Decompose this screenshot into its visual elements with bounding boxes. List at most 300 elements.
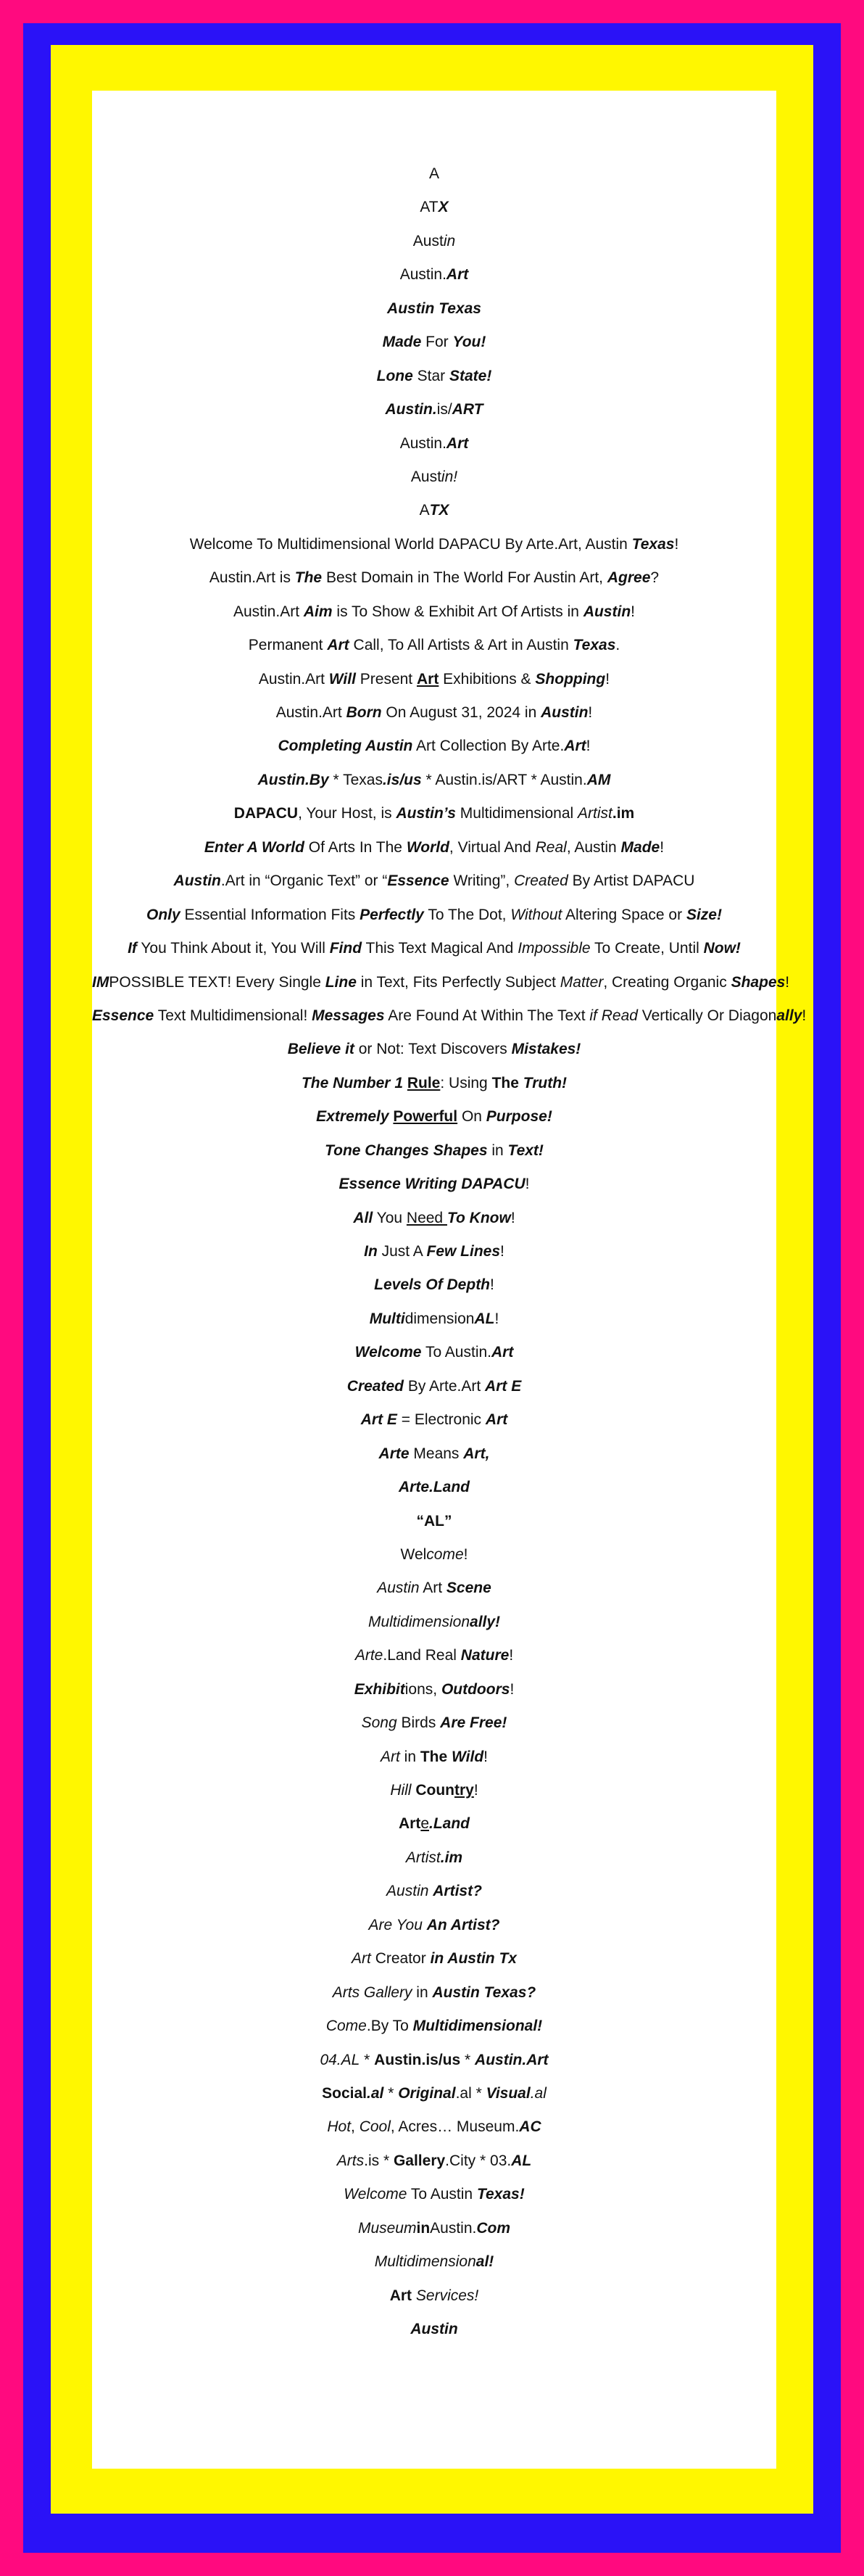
text-run: .al — [530, 2084, 547, 2102]
text-run: To The Dot, — [423, 906, 511, 923]
text-run: Arte — [354, 1647, 383, 1664]
text-run: ! — [510, 1680, 515, 1698]
text-run: In — [364, 1243, 378, 1260]
text-run: Multidimension — [367, 1613, 470, 1630]
text-run: ally! — [470, 1613, 501, 1630]
text-run: = Electronic — [396, 1411, 486, 1429]
text-line — [92, 1033, 776, 1066]
text-line — [92, 1202, 776, 1235]
text-run: Art E — [360, 1411, 397, 1429]
text-run: Scene — [446, 1580, 491, 1597]
text-line — [92, 999, 807, 1033]
text-run: if Read — [589, 1007, 638, 1024]
text-run: Art — [398, 1815, 421, 1833]
text-run: Writing”, — [449, 872, 515, 890]
text-run: Essential Information Fits — [180, 906, 360, 923]
text-run: Created — [514, 872, 568, 890]
text-run: .al * — [455, 2084, 486, 2102]
text-run: For — [421, 334, 453, 351]
text-run: Austin.Art — [258, 670, 329, 688]
text-run: Essence — [387, 872, 449, 890]
text-line — [92, 494, 776, 527]
text-line — [92, 1606, 776, 1639]
text-run: Cool — [359, 2118, 391, 2136]
text-line — [92, 292, 776, 326]
text-run: Austin — [377, 1580, 420, 1597]
text-run: Welcome — [344, 2186, 407, 2203]
text-line — [92, 1841, 776, 1875]
text-run: AL — [474, 1310, 495, 1327]
text-run: Created — [346, 1377, 404, 1395]
text-run: This Text Magical And — [362, 940, 518, 957]
text-run: Star — [412, 367, 449, 384]
text-run: Visual — [486, 2084, 531, 2102]
text-run: , Acres… Museum. — [390, 2118, 520, 2136]
text-run: Come — [325, 2018, 367, 2035]
text-run: Texas! — [476, 2186, 525, 2203]
text-lines — [92, 157, 807, 2346]
text-run: * Texas — [328, 771, 383, 788]
text-run: ! — [483, 1748, 489, 1765]
text-run: Art — [564, 738, 586, 755]
text-run: Rule — [407, 1074, 441, 1091]
text-run: ! — [463, 1545, 468, 1563]
text-line — [92, 899, 776, 932]
text-run: Austin — [541, 704, 589, 721]
text-run: Artist — [405, 1849, 441, 1866]
text-run: Essence — [92, 1007, 154, 1024]
text-run: Are Found At Within The Text — [384, 1007, 590, 1024]
text-line — [92, 2178, 776, 2211]
text-run: Perfectly — [360, 906, 424, 923]
text-run: Welcome — [354, 1344, 422, 1361]
text-line — [92, 764, 776, 797]
text-run: Austin.is/us — [374, 2051, 461, 2068]
text-run: ! — [588, 704, 593, 721]
text-run: Aust — [412, 232, 444, 249]
text-run: * — [383, 2084, 399, 2102]
text-run: .Art in “Organic Text” or “ — [220, 872, 388, 890]
text-run: You Think About it, You Will — [136, 940, 330, 957]
text-run: Austin — [410, 2321, 458, 2337]
text-line — [92, 2144, 776, 2178]
text-run: in! — [441, 468, 458, 485]
text-run: Wel — [400, 1545, 427, 1563]
text-run: Wild — [452, 1748, 484, 1765]
text-run: World — [406, 838, 449, 856]
text-line — [92, 1268, 776, 1302]
text-run: .Land Real — [383, 1647, 461, 1664]
text-run: Austin — [386, 1883, 429, 1900]
text-run: Altering Space or — [562, 906, 686, 923]
text-run: .Land — [429, 1815, 470, 1833]
text-run: Made — [382, 334, 422, 351]
text-run: Lone — [376, 367, 413, 384]
text-run: Text! — [507, 1142, 544, 1159]
text-line — [92, 528, 776, 561]
text-run: “AL” — [416, 1512, 452, 1530]
text-line — [92, 864, 776, 898]
text-run: , Creating Organic — [603, 973, 731, 991]
text-run: A — [428, 165, 439, 182]
text-run: Shopping — [535, 670, 606, 688]
text-run: in Text, Fits Perfectly Subject — [356, 973, 560, 991]
text-run: in — [399, 1748, 420, 1765]
text-line — [92, 561, 776, 595]
text-line — [92, 1336, 776, 1369]
text-run: .By To — [366, 2018, 413, 2035]
text-run: : Using — [440, 1074, 492, 1091]
text-line — [92, 2010, 776, 2043]
text-run: ally — [776, 1007, 802, 1024]
text-line — [92, 326, 776, 359]
text-line — [92, 730, 776, 763]
text-run: AC — [519, 2118, 541, 2136]
text-run: Austin. — [385, 401, 437, 418]
text-run: Art — [446, 434, 469, 452]
text-run: Tone Changes Shapes — [325, 1142, 488, 1159]
text-line — [92, 1807, 776, 1841]
text-run: Austin.Art — [475, 2051, 549, 2068]
text-run: Austin.Art is — [209, 569, 295, 587]
text-run: Of Arts In The — [304, 838, 407, 856]
text-line — [92, 1673, 776, 1706]
text-run: Texas — [631, 535, 675, 553]
text-run: Song — [361, 1714, 397, 1732]
text-run: Hill — [390, 1782, 412, 1799]
text-run: Agree — [607, 569, 651, 587]
text-line — [92, 427, 776, 461]
text-run: Original — [398, 2084, 456, 2102]
text-line — [92, 1976, 776, 2010]
text-run: ! — [473, 1782, 478, 1799]
text-run: Are You — [368, 1916, 423, 1933]
text-run: Mistakes! — [511, 1041, 581, 1058]
text-run: You! — [452, 334, 486, 351]
text-line — [92, 1942, 776, 1976]
text-run: Multidimensional — [455, 805, 578, 822]
text-line — [92, 1100, 776, 1134]
text-run: come — [426, 1545, 464, 1563]
text-run: Present — [355, 670, 417, 688]
text-run: AL — [511, 2152, 532, 2169]
text-run: ! — [674, 535, 679, 553]
text-line — [92, 2077, 776, 2110]
text-run: in — [416, 2219, 431, 2237]
text-run: Art — [327, 637, 349, 654]
text-run: Without — [510, 906, 562, 923]
text-line — [92, 966, 790, 999]
text-run: On August 31, 2024 in — [381, 704, 541, 721]
text-run: dimension — [404, 1310, 475, 1327]
text-line — [92, 1403, 776, 1437]
text-run: ART — [452, 401, 483, 418]
text-run: Art — [416, 670, 439, 688]
text-run: Art, — [463, 1445, 490, 1462]
text-run: To Austin. — [421, 1344, 491, 1361]
text-run: ! — [509, 1647, 514, 1664]
text-run: Text Multidimensional! — [154, 1007, 312, 1024]
text-run: Austin.By — [257, 771, 329, 788]
text-run: By Artist DAPACU — [568, 872, 695, 890]
text-run: Arts — [336, 2152, 365, 2169]
text-run: Made — [620, 838, 660, 856]
text-run: AT — [420, 199, 439, 216]
text-run: Matter — [560, 973, 604, 991]
text-line — [92, 1774, 776, 1807]
text-run: On — [457, 1108, 486, 1126]
text-run: Art — [419, 1580, 446, 1597]
text-line — [92, 595, 776, 629]
text-line — [92, 157, 776, 191]
text-run: Born — [346, 704, 382, 721]
text-run: Multidimensional! — [412, 2018, 543, 2035]
text-run: An Artist? — [426, 1916, 500, 1933]
text-run: ! — [802, 1007, 807, 1024]
text-run: Are Free! — [440, 1714, 507, 1732]
text-run: Means — [409, 1445, 464, 1462]
text-run: Exhibit — [354, 1680, 405, 1698]
text-line — [92, 2212, 776, 2245]
text-run: If — [128, 940, 137, 957]
text-run: .al — [367, 2084, 384, 2102]
text-run: ! — [586, 738, 591, 755]
text-run: Austin. — [430, 2219, 477, 2237]
text-line — [92, 1370, 776, 1403]
text-run: Art — [380, 1748, 400, 1765]
text-run: .im — [440, 1849, 463, 1866]
text-run: Austin’s — [396, 805, 456, 822]
text-line — [92, 1067, 776, 1100]
text-run: Austin Texas? — [432, 1983, 536, 2001]
text-run: Purpose! — [486, 1108, 552, 1126]
text-run: State! — [449, 367, 492, 384]
text-run: By Arte.Art — [403, 1377, 486, 1395]
text-line — [92, 1134, 776, 1168]
text-line — [92, 797, 776, 830]
text-run: .City * 03. — [445, 2152, 512, 2169]
text-run: Just A — [377, 1243, 427, 1260]
text-run: Austin.Art — [275, 704, 346, 721]
text-run: AM — [586, 771, 611, 788]
text-run: Aust — [410, 468, 441, 485]
text-run: al! — [475, 2253, 494, 2271]
text-line — [92, 191, 776, 224]
text-line — [92, 629, 776, 662]
text-run: A — [419, 502, 430, 519]
text-run: Social — [322, 2084, 367, 2102]
text-run: * Austin.is/ART * Austin. — [421, 771, 587, 788]
text-run: in Austin Tx — [430, 1950, 517, 1968]
text-run: Creator — [370, 1950, 431, 1968]
text-run: Exhibitions & — [439, 670, 536, 688]
text-run: Arte.Land — [398, 1479, 470, 1496]
text-run: Art — [352, 1950, 371, 1968]
text-run: e — [420, 1815, 430, 1833]
text-line — [92, 2245, 776, 2279]
text-run: Multidimension — [374, 2253, 476, 2271]
text-run: , Your Host, is — [298, 805, 396, 822]
text-run: Services! — [415, 2287, 479, 2304]
text-run: Texas — [573, 637, 616, 654]
text-run: , Austin — [566, 838, 621, 856]
text-line — [92, 225, 776, 258]
text-run: Art — [491, 1344, 514, 1361]
text-line — [92, 1471, 776, 1504]
text-run: TX — [429, 502, 449, 519]
text-run: Impossible — [518, 940, 591, 957]
text-run: Museum — [357, 2219, 417, 2237]
text-run: Completing Austin — [278, 738, 413, 755]
text-run: Messages — [312, 1007, 385, 1024]
text-line — [92, 1168, 776, 1201]
text-run: .is/us — [382, 771, 422, 788]
text-run: Shapes — [731, 973, 786, 991]
text-run: ! — [785, 973, 790, 991]
text-run: Art E — [485, 1377, 522, 1395]
text-run: Few Lines — [426, 1243, 501, 1260]
text-line — [92, 1437, 776, 1471]
text-line — [92, 360, 776, 393]
text-run: ! — [490, 1276, 494, 1294]
text-line — [92, 461, 776, 494]
text-run: To Create, Until — [590, 940, 704, 957]
text-run: Coun — [415, 1782, 454, 1799]
text-run: Austin Texas — [387, 300, 481, 317]
text-run: Powerful — [393, 1108, 458, 1126]
text-run: ions, — [404, 1680, 441, 1698]
text-line — [92, 1909, 776, 1942]
text-run: * — [460, 2051, 475, 2068]
text-run: Hot — [327, 2118, 352, 2136]
text-run: Line — [325, 973, 357, 991]
text-run: Artist? — [433, 1883, 482, 1900]
text-run: Birds — [396, 1714, 441, 1732]
text-run: Levels Of Depth — [374, 1276, 491, 1294]
text-run: Outdoors — [441, 1680, 510, 1698]
text-run: is To Show & Exhibit Art Of Artists in — [332, 603, 583, 620]
text-run: ! — [525, 1176, 530, 1193]
text-line — [92, 393, 776, 426]
text-run: Arts Gallery — [332, 1983, 412, 2001]
text-run: Arte — [378, 1445, 410, 1462]
text-line — [92, 1572, 776, 1605]
text-run: ! — [605, 670, 610, 688]
text-run: Austin.Art — [233, 603, 304, 620]
text-run: Will — [328, 670, 356, 688]
text-run: Multi — [369, 1310, 405, 1327]
text-run: or Not: Text Discovers — [354, 1041, 512, 1058]
text-run: Austin — [583, 603, 631, 620]
text-run: Com — [476, 2219, 511, 2237]
text-run: . — [615, 637, 620, 654]
text-run: Extremely — [316, 1108, 389, 1126]
text-run: try — [454, 1782, 474, 1799]
text-line — [92, 1639, 776, 1672]
text-line — [92, 2313, 776, 2346]
text-run: Essence Writing DAPACU — [338, 1176, 526, 1193]
text-run: Real — [535, 838, 567, 856]
text-run: 04.AL — [320, 2051, 360, 2068]
text-line — [92, 1538, 776, 1572]
text-run: Vertically Or Diagon — [637, 1007, 777, 1024]
text-run: Art — [389, 2287, 412, 2304]
text-run: ! — [660, 838, 665, 856]
text-line — [92, 1303, 776, 1336]
text-run: Austin — [173, 872, 221, 890]
text-line — [92, 1235, 776, 1268]
text-run: Austin. — [399, 434, 446, 452]
text-run: in — [487, 1142, 508, 1159]
text-run: Art — [485, 1411, 508, 1429]
text-run: All — [353, 1209, 373, 1226]
text-run: Austin. — [399, 266, 446, 284]
text-run: in — [443, 232, 456, 249]
text-line — [92, 663, 776, 696]
text-line — [92, 2279, 776, 2313]
text-line — [92, 1505, 776, 1538]
text-run: Permanent — [248, 637, 328, 654]
text-run: Size! — [686, 906, 722, 923]
text-line — [92, 258, 776, 292]
text-run: Art — [446, 266, 469, 284]
text-run: is/ — [436, 401, 452, 418]
text-line — [92, 696, 776, 730]
text-run: Aim — [303, 603, 333, 620]
text-run: To Austin — [407, 2186, 477, 2203]
text-run: Nature — [460, 1647, 510, 1664]
text-run: IM — [92, 973, 109, 991]
text-line — [92, 1741, 776, 1774]
text-run: The Number 1 — [301, 1074, 403, 1091]
text-line — [92, 2110, 776, 2144]
text-run: ! — [494, 1310, 499, 1327]
text-run: The — [294, 569, 323, 587]
text-run: Only — [146, 906, 180, 923]
text-run: ! — [500, 1243, 504, 1260]
text-run: Call, To All Artists & Art in Austin — [349, 637, 573, 654]
text-run: The — [420, 1748, 448, 1765]
text-line — [92, 2044, 776, 2077]
text-run: , Virtual And — [449, 838, 536, 856]
text-line — [92, 831, 776, 864]
text-run: Welcome To Multidimensional World DAPACU By Arte.Art, Austin — [189, 535, 632, 553]
text-run: .is * — [364, 2152, 394, 2169]
text-run: The — [491, 1074, 519, 1091]
text-run: X — [438, 199, 449, 216]
text-run: Now! — [703, 940, 741, 957]
text-line — [92, 1875, 776, 1908]
document-page — [92, 91, 807, 2469]
text-run: .im — [612, 805, 635, 822]
text-line — [92, 1706, 776, 1740]
text-run: Believe it — [287, 1041, 354, 1058]
text-line — [92, 932, 776, 965]
text-run: Find — [329, 940, 362, 957]
text-run: ! — [631, 603, 635, 620]
text-run: Truth! — [523, 1074, 568, 1091]
text-run: Gallery — [393, 2152, 446, 2169]
text-run: ! — [510, 1209, 515, 1226]
text-run: DAPACU — [233, 805, 299, 822]
text-run: Best Domain in The World For Austin Art, — [322, 569, 607, 587]
text-run: Art Collection By Arte. — [412, 738, 565, 755]
text-run: ? — [650, 569, 660, 587]
text-run: Artist — [578, 805, 612, 822]
text-run: in — [412, 1983, 433, 2001]
text-run: * — [360, 2051, 375, 2068]
text-run: POSSIBLE TEXT! Every Single — [109, 973, 325, 991]
